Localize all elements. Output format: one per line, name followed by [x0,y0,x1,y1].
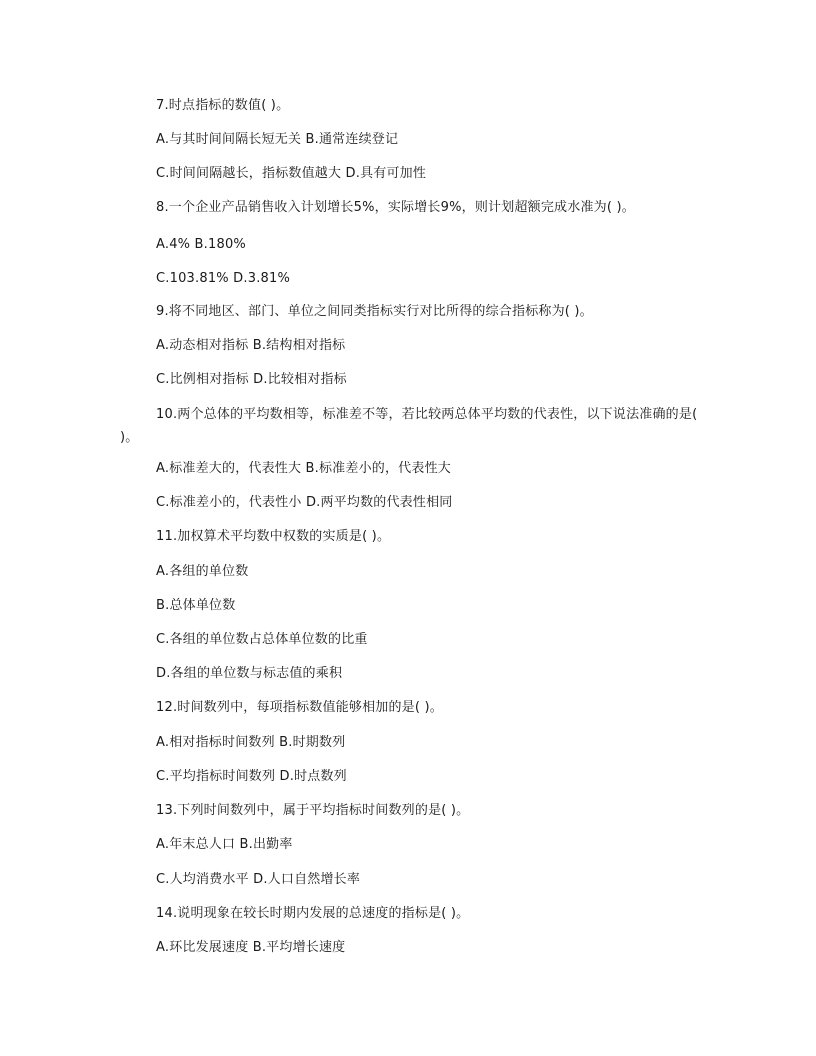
question-12-options-cd: C.平均指标时间数列 D.时点数列 [156,769,347,784]
question-8-options-cd: C.103.81% D.3.81% [156,271,291,286]
question-9-options-ab: A.动态相对指标 B.结构相对指标 [156,338,346,353]
question-11-option-a: A.各组的单位数 [156,564,249,579]
question-10-options-ab: A.标准差大的，代表性大 B.标准差小的，代表性大 [156,461,451,476]
question-7: 7.时点指标的数值( )。 [156,98,290,113]
question-8: 8.一个企业产品销售收入计划增长5%，实际增长9%，则计划超额完成水准为( )。 [156,200,635,215]
question-7-options-cd: C.时间间隔越长，指标数值越大 D.具有可加性 [156,166,427,181]
question-11-option-d: D.各组的单位数与标志值的乘积 [156,666,343,681]
question-11: 11.加权算术平均数中权数的实质是( )。 [156,529,391,544]
question-14-options-ab: A.环比发展速度 B.平均增长速度 [156,940,346,955]
question-9-options-cd: C.比例相对指标 D.比较相对指标 [156,372,347,387]
question-7-options-ab: A.与其时间间隔长短无关 B.通常连续登记 [156,132,399,147]
question-12: 12.时间数列中，每项指标数值能够相加的是( )。 [156,700,443,715]
question-8-options-ab: A.4% B.180% [156,237,246,252]
question-14: 14.说明现象在较长时期内发展的总速度的指标是( )。 [156,906,470,921]
question-11-option-c: C.各组的单位数占总体单位数的比重 [156,632,368,647]
question-11-option-b: B.总体单位数 [156,598,236,613]
question-10: 10.两个总体的平均数相等，标准差不等，若比较两总体平均数的代表性，以下说法准确的是( )。 [120,407,698,445]
question-13-options-ab: A.年末总人口 B.出勤率 [156,837,293,852]
question-9: 9.将不同地区、部门、单位之间同类指标实行对比所得的综合指标称为( )。 [156,304,593,319]
question-12-options-ab: A.相对指标时间数列 B.时期数列 [156,735,346,750]
question-13-options-cd: C.人均消费水平 D.人口自然增长率 [156,872,361,887]
question-13: 13.下列时间数列中，属于平均指标时间数列的是( )。 [156,803,470,818]
question-10-options-cd: C.标准差小的，代表性小 D.两平均数的代表性相同 [156,495,453,510]
